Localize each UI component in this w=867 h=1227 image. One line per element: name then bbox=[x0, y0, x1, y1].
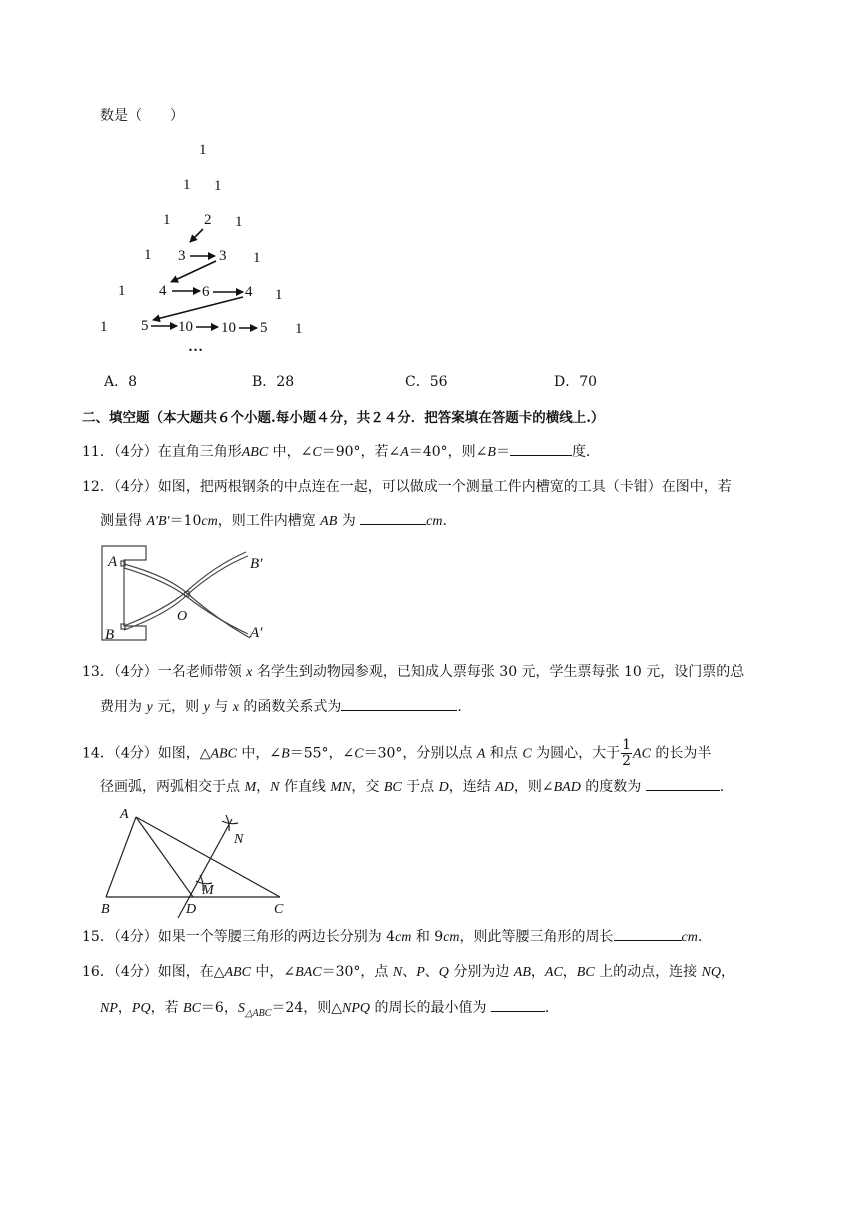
triangle-number: 1 bbox=[253, 250, 261, 266]
triangle-number: 1 bbox=[275, 287, 283, 303]
q10-tail: 数是（ ） bbox=[100, 108, 184, 124]
triangle-number: 5 bbox=[260, 320, 268, 336]
question-16-line1: 16．（4分）如图，在△ABC 中，∠BAC＝30°，点 N、P、Q 分别为边 AB，AC，BC 上的动点，连接 NQ， bbox=[82, 964, 736, 980]
question-14-line1: 14．（4分）如图，△ABC 中，∠B＝55°，∠C＝30°，分别以点 A 和点 C 为圆心，大于 $\frac{1}{2}$ AC 的长为半 bbox=[82, 737, 712, 769]
point-b-prime-label: B′ bbox=[250, 556, 263, 572]
triangle-number: 1 bbox=[118, 283, 126, 299]
section-title: 二、填空题（本大题共６个小题.每小题４分，共２４分．把答案填在答题卡的横线上.） bbox=[82, 410, 605, 426]
question-15: 15．（4分）如果一个等腰三角形的两边长分别为 4cm 和 9cm，则此等腰三角形的周长 cm. bbox=[82, 929, 703, 945]
answer-blank[interactable] bbox=[646, 778, 720, 791]
triangle-number: 1 bbox=[100, 319, 108, 335]
answer-blank[interactable] bbox=[360, 512, 426, 525]
question-11: 11．（4分）在直角三角形ABC 中，∠C＝90°，若∠A＝40°，则∠B＝ 度. bbox=[82, 444, 591, 460]
triangle-number: 1 bbox=[214, 178, 222, 194]
triangle-construction-figure bbox=[98, 805, 298, 920]
triangle-number: 3 bbox=[178, 248, 186, 264]
triangle-number: 4 bbox=[159, 283, 167, 299]
point-a-label: A bbox=[108, 554, 118, 570]
triangle-number: 1 bbox=[144, 247, 152, 263]
answer-blank[interactable] bbox=[510, 443, 572, 456]
triangle-arrows bbox=[0, 140, 300, 350]
caliper-figure bbox=[98, 542, 288, 652]
option-a[interactable]: A．8 bbox=[104, 374, 138, 390]
point-o-label: O bbox=[177, 609, 188, 624]
question-12-line2: 测量得 A'B'＝10cm，则工件内槽宽 AB 为 cm. bbox=[100, 513, 447, 529]
fraction-one-half: $\frac{1}{2}$ bbox=[622, 737, 632, 769]
vertex-a-label: A bbox=[120, 807, 129, 822]
point-m-label: M bbox=[202, 883, 214, 898]
answer-blank[interactable] bbox=[341, 698, 457, 711]
triangle-number: 10 bbox=[221, 320, 236, 336]
point-a-prime-label: A′ bbox=[250, 625, 263, 641]
point-n-label: N bbox=[234, 832, 244, 847]
triangle-number: 1 bbox=[163, 212, 171, 228]
triangle-number: 1 bbox=[235, 214, 243, 230]
point-b-label: B bbox=[105, 627, 115, 643]
question-12-line1: 12．（4分）如图，把两根钢条的中点连在一起，可以做成一个测量工件内槽宽的工具（卡钳）在图中，若 bbox=[82, 479, 732, 495]
triangle-number: 1 bbox=[199, 142, 207, 158]
triangle-number: 3 bbox=[219, 248, 227, 264]
vertex-b-label: B bbox=[101, 902, 110, 917]
vertex-c-label: C bbox=[274, 902, 284, 917]
triangle-number: 4 bbox=[245, 284, 253, 300]
question-14-line2: 径画弧，两弧相交于点 M，N 作直线 MN，交 BC 于点 D，连结 AD，则∠BAD 的度数为 . bbox=[100, 779, 725, 795]
triangle-number: 1 bbox=[295, 321, 303, 337]
triangle-number: 6 bbox=[202, 284, 210, 300]
triangle-number: 10 bbox=[178, 319, 193, 335]
triangle-ellipsis: … bbox=[188, 339, 203, 355]
question-13-line1: 13．（4分）一名老师带领 x 名学生到动物园参观，已知成人票每张 30 元，学生票每张 10 元，设门票的总 bbox=[82, 664, 745, 680]
answer-blank[interactable] bbox=[614, 928, 682, 941]
option-b[interactable]: B．28 bbox=[252, 374, 295, 390]
answer-blank[interactable] bbox=[491, 999, 545, 1012]
question-13-line2: 费用为 y 元，则 y 与 x 的函数关系式为 . bbox=[100, 699, 462, 715]
point-d-label: D bbox=[186, 902, 197, 917]
option-d[interactable]: D．70 bbox=[554, 374, 598, 390]
triangle-number: 2 bbox=[204, 212, 212, 228]
triangle-number: 5 bbox=[141, 318, 149, 334]
triangle-number: 1 bbox=[183, 177, 191, 193]
option-c[interactable]: C．56 bbox=[405, 374, 448, 390]
question-16-line2: NP，PQ，若 BC＝6，$S_{\triangle ABC}=24$，则△NPQ 的周长的最小值为 . bbox=[100, 1000, 550, 1019]
